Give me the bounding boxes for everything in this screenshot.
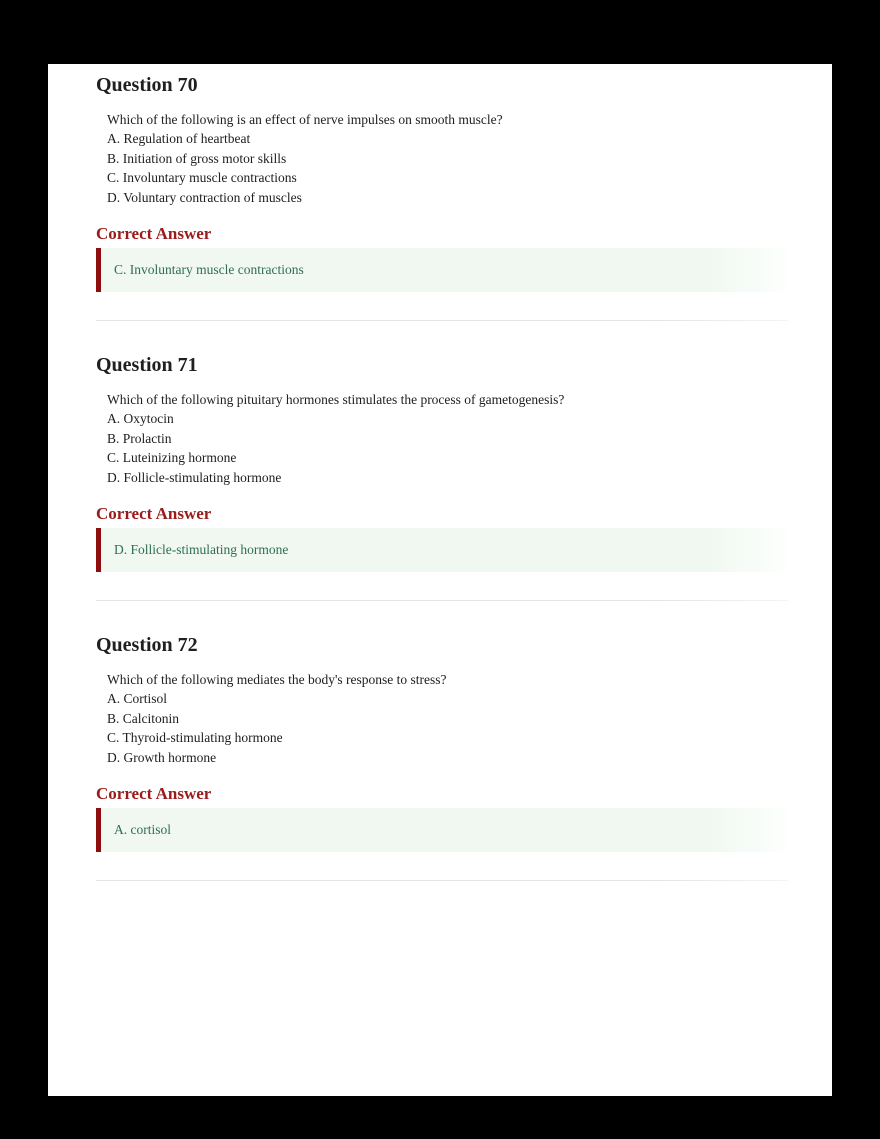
question-title: Question 72 xyxy=(96,634,198,657)
question-option-b: B. Prolactin xyxy=(107,430,172,446)
section-divider xyxy=(96,600,788,601)
question-option-a: A. Regulation of heartbeat xyxy=(107,131,251,147)
correct-answer-heading: Correct Answer xyxy=(96,504,212,524)
question-title: Question 70 xyxy=(96,74,198,96)
correct-answer-text: C. Involuntary muscle contractions xyxy=(114,262,304,278)
question-option-c: C. Involuntary muscle contractions xyxy=(107,170,297,186)
correct-answer-box xyxy=(96,248,788,292)
question-section xyxy=(96,353,788,601)
document-page xyxy=(48,64,832,1096)
question-body xyxy=(96,670,788,767)
correct-answer-text: A. cortisol xyxy=(114,822,171,838)
question-text: Which of the following pituitary hormones stimulates the process of gametogenesis? xyxy=(107,392,565,408)
correct-answer-box xyxy=(96,528,788,572)
correct-answer-heading: Correct Answer xyxy=(96,784,212,804)
question-section xyxy=(96,73,788,321)
question-option-d: D. Voluntary contraction of muscles xyxy=(107,189,302,205)
question-text: Which of the following mediates the body's response to stress? xyxy=(107,672,447,688)
question-body xyxy=(96,110,788,207)
question-option-b: B. Initiation of gross motor skills xyxy=(107,150,287,166)
question-option-c: C. Thyroid-stimulating hormone xyxy=(107,730,283,746)
question-option-b: B. Calcitonin xyxy=(107,710,179,726)
question-title: Question 71 xyxy=(96,354,198,377)
section-divider xyxy=(96,320,788,321)
question-option-a: A. Cortisol xyxy=(107,691,168,707)
question-section xyxy=(96,633,788,881)
question-option-c: C. Luteinizing hormone xyxy=(107,450,237,466)
question-option-d: D. Follicle-stimulating hormone xyxy=(107,469,282,485)
correct-answer-text: D. Follicle-stimulating hormone xyxy=(114,542,289,558)
correct-answer-box xyxy=(96,808,788,852)
correct-answer-heading: Correct Answer xyxy=(96,224,212,244)
question-option-a: A. Oxytocin xyxy=(107,411,174,427)
question-option-d: D. Growth hormone xyxy=(107,749,217,765)
section-divider xyxy=(96,880,788,881)
question-text: Which of the following is an effect of nerve impulses on smooth muscle? xyxy=(107,112,503,127)
question-body xyxy=(96,390,788,487)
